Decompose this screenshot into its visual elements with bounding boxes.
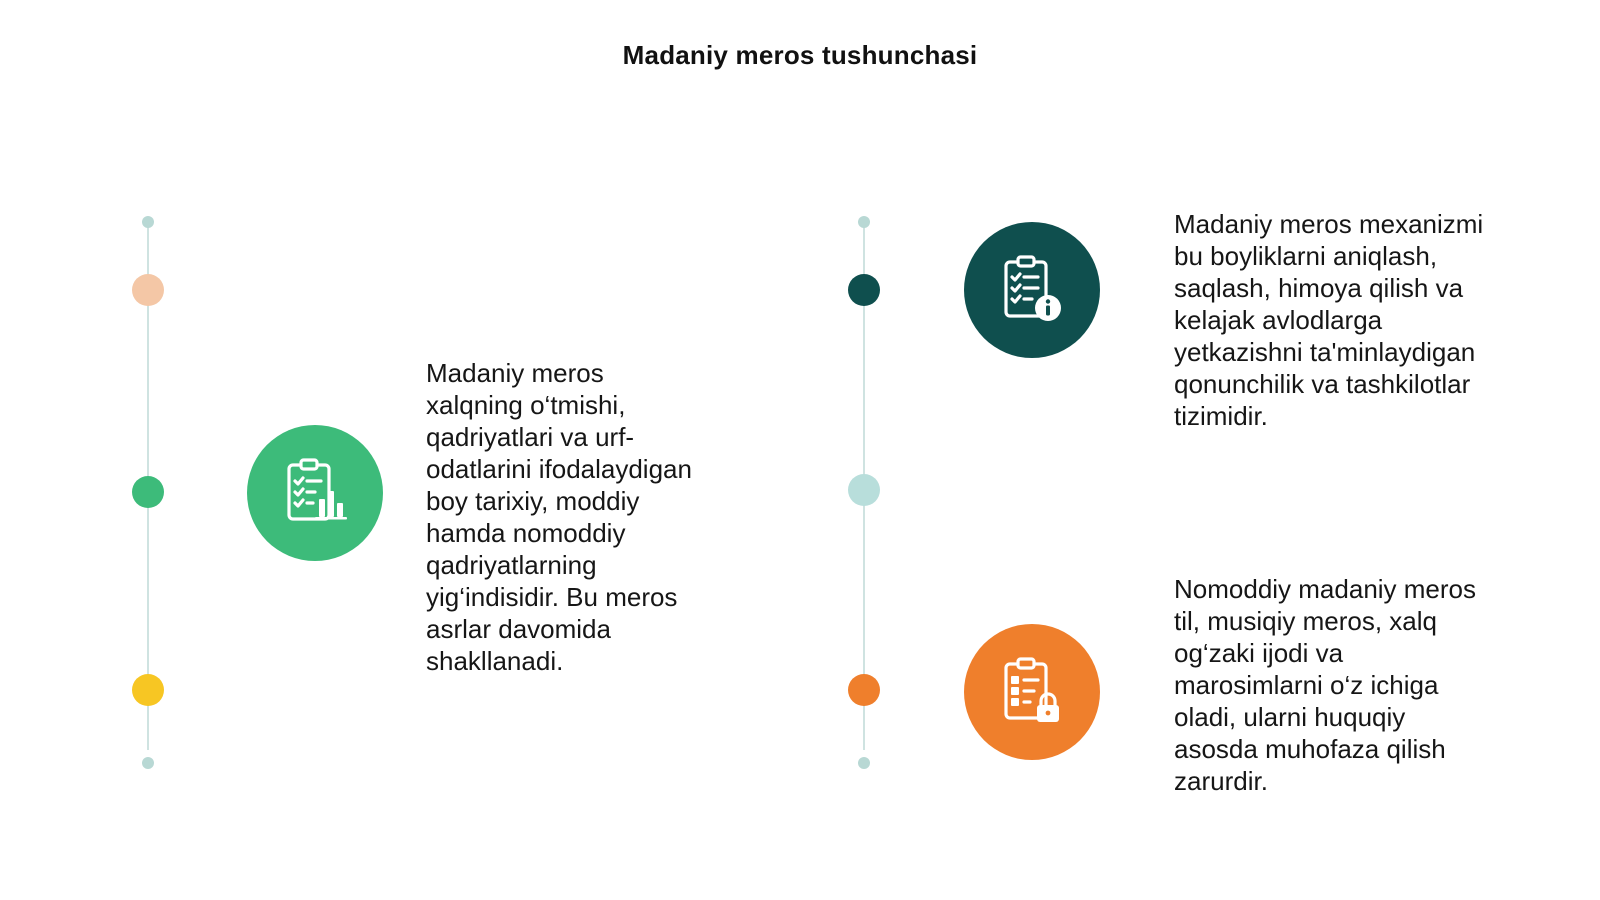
timeline-node-peach	[132, 274, 164, 306]
timeline-left-start-dot	[142, 216, 154, 228]
item-3-text: Nomoddiy madaniy meros til, musiqiy meros, xalq og‘zaki ijodi va marosimlarni o‘z ichiga oladi, ularni huquqiy asosda muhofaza qilish zarurdir.	[1174, 574, 1477, 796]
timeline-right-end-dot	[858, 757, 870, 769]
clipboard-info-icon	[964, 222, 1100, 358]
clipboard-lock-icon	[964, 624, 1100, 760]
page-title: Madaniy meros tushunchasi	[622, 40, 978, 70]
timeline-left-end-dot	[142, 757, 154, 769]
item-1-text: Madaniy meros xalqning o‘tmishi, qadriyatlari va urf- odatlarini ifodalaydigan boy tarixiy, moddiy hamda nomoddiy qadriyatlarning yig‘indisidir. Bu meros asrlar davomida shakllanadi.	[426, 358, 692, 676]
clipboard-chart-icon	[247, 425, 383, 561]
timeline-node-light-teal	[848, 474, 880, 506]
timeline-node-orange	[848, 674, 880, 706]
item-2-text: Madaniy meros mexanizmi bu boyliklarni aniqlash, saqlash, himoya qilish va kelajak avlodlarga yetkazishni ta'minlaydigan qonunchilik va tashkilotlar tizimidir.	[1174, 209, 1484, 431]
timeline-node-dark-teal	[848, 274, 880, 306]
timeline-node-green	[132, 476, 164, 508]
timeline-right-start-dot	[858, 216, 870, 228]
timeline-left	[128, 210, 168, 770]
timeline-right	[844, 210, 884, 770]
timeline-node-yellow	[132, 674, 164, 706]
